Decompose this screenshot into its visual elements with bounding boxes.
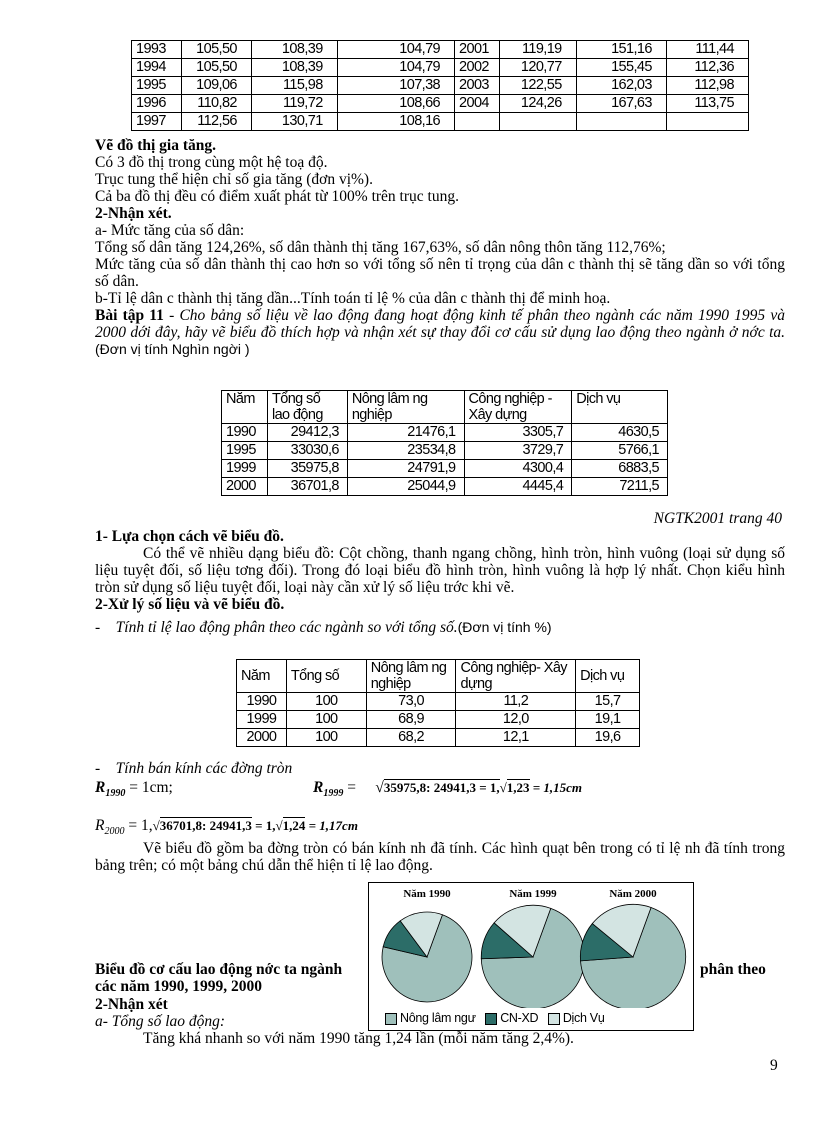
paragraph: Vẽ biểu đồ gồm ba đờng tròn có bán kính nh đã tính. Các hình quạt bên trong có tỉ lệ nh đã tính trong bảng trên; có một bảng chú dẫn thể hiện tỉ lệ lao động.	[95, 840, 785, 875]
r1990-value: = 1cm;	[125, 779, 173, 796]
table-header-row	[222, 391, 668, 424]
table-cell: 25044,9	[347, 478, 464, 496]
table-cell: 2002	[455, 59, 500, 77]
header-cell: Tổng số lao động	[267, 391, 347, 424]
table-cell: 107,38	[337, 77, 454, 95]
bullet: -	[95, 760, 101, 777]
table-row	[237, 693, 640, 711]
section-heading: 1- Lựa chọn cách vẽ biểu đồ.	[95, 528, 284, 545]
table-cell: 119,72	[251, 95, 337, 113]
table-cell: 119,19	[499, 41, 576, 59]
table-cell: 3305,7	[464, 424, 572, 442]
table-cell: 151,16	[576, 41, 666, 59]
table-cell: 15,7	[576, 693, 640, 711]
table-cell: 1994	[132, 59, 182, 77]
header-cell: Công nghiệp - Xây dựng	[464, 391, 572, 424]
table-row	[132, 95, 749, 113]
r1990: $R_{1990}$	[95, 779, 126, 800]
table-row	[132, 41, 749, 59]
paragraph: Có thể vẽ nhiều dạng biểu đồ: Cột chồng, thanh ngang chồng, hình tròn, hình vuông (loại sử dụng số liệu tuyệt đối, số liệu tơng đối). Trong đó loại biểu đồ hình tròn, hình vuông là hợp lý nhất. Chọn kiểu hình tròn sử dụng số liệu tuyệt đối, loại này cần xử lý số liệu trớc khi vẽ.	[95, 545, 785, 596]
table-cell: 24791,9	[347, 460, 464, 478]
r2000-expr: 36701,8: 24941,3	[159, 818, 252, 833]
paragraph: Tăng khá nhanh so với năm 1990 tăng 1,24 lần (mỗi năm tăng 2,4%).	[143, 1030, 574, 1047]
table-cell: 122,55	[499, 77, 576, 95]
text-line: a- Mức tăng của số dân:	[95, 222, 245, 239]
table-cell	[666, 113, 748, 131]
table-cell: 104,79	[337, 59, 454, 77]
table-cell: 112,56	[181, 113, 251, 131]
r1999-result: = 1,15cm	[529, 780, 583, 795]
table-row	[237, 729, 640, 747]
paragraph: Mức tăng của số dân thành thị cao hơn so với tổng số nên tỉ trọng của dân c thành thị sẽ tăng dần so với tổng số dân.	[95, 256, 785, 290]
table-cell: 12,1	[456, 729, 576, 747]
table-cell: 3729,7	[464, 442, 572, 460]
table-cell: 115,98	[251, 77, 337, 95]
exercise-label: Bài tập 11	[95, 307, 164, 324]
pie-title: Năm 1990	[403, 888, 451, 900]
table-cell: 4630,5	[572, 424, 668, 442]
table-cell: 105,50	[181, 41, 251, 59]
legend-item-agri: Nông lâm ngư	[385, 1011, 476, 1025]
step1-section	[95, 528, 785, 636]
table-cell: 109,06	[181, 77, 251, 95]
table-cell: 2001	[455, 41, 500, 59]
r1999-sqrt: 1,23	[506, 780, 530, 795]
section-heading: 2-Xử lý số liệu và vẽ biểu đồ.	[95, 596, 285, 613]
table-cell: 124,26	[499, 95, 576, 113]
table-cell: 108,39	[251, 41, 337, 59]
table-cell: 2004	[455, 95, 500, 113]
legend-item-service: Dịch Vụ	[548, 1011, 605, 1025]
table-row	[237, 711, 640, 729]
text-line: Cả ba đồ thị đều có điểm xuất phát từ 100% trên trục tung.	[95, 188, 459, 205]
table-cell: 4445,4	[464, 478, 572, 496]
table-cell: 68,2	[366, 729, 456, 747]
table-cell: 19,6	[576, 729, 640, 747]
table-cell: 1999	[222, 460, 268, 478]
caption: Tính bán kính các đờng tròn	[115, 760, 293, 777]
table-cell: 21476,1	[347, 424, 464, 442]
r2000-sqrt: 1,24	[282, 818, 306, 833]
table-cell: 108,39	[251, 59, 337, 77]
table-cell: 100	[286, 711, 366, 729]
table-cell: 162,03	[576, 77, 666, 95]
table-header-row	[237, 660, 640, 693]
pie-title: Năm 2000	[609, 888, 657, 900]
pie-title: Năm 1999	[509, 888, 557, 900]
table-cell: 155,45	[576, 59, 666, 77]
exercise-unit: (Đơn vị tính Nghìn ngời )	[95, 341, 250, 357]
table-cell: 1995	[222, 442, 268, 460]
table-cell: 33030,6	[267, 442, 347, 460]
table-cell: 29412,3	[267, 424, 347, 442]
table-cell: 73,0	[366, 693, 456, 711]
header-cell: Công nghiệp- Xây dựng	[456, 660, 576, 693]
table-cell: 110,82	[181, 95, 251, 113]
table-row	[222, 460, 668, 478]
text-line: Trục tung thể hiện chỉ số gia tăng (đơn vị%).	[95, 171, 373, 188]
table-cell: 100	[286, 729, 366, 747]
pie-charts-svg	[369, 883, 693, 1008]
section-heading: Vẽ đồ thị gia tăng.	[95, 137, 216, 154]
header-cell: Nông lâm ng nghiệp	[366, 660, 456, 693]
r2000-eq: = 1,	[124, 817, 153, 834]
table-cell: 1990	[237, 693, 287, 711]
table-cell: 2000	[222, 478, 268, 496]
table-cell: 1990	[222, 424, 268, 442]
header-cell: Dịch vụ	[572, 391, 668, 424]
table-cell: 36701,8	[267, 478, 347, 496]
r1999: $R_{1999}$	[313, 779, 344, 800]
table-row	[132, 77, 749, 95]
r2000: $R_{2000}$	[95, 817, 125, 838]
table-cell: 113,75	[666, 95, 748, 113]
bullet: -	[95, 619, 101, 636]
paragraph: b-Tỉ lệ dân c thành thị tăng dần...Tính toán tỉ lệ % của dân c thành thị để minh hoạ.	[95, 290, 611, 307]
table-cell: 105,50	[181, 59, 251, 77]
caption: Tính tỉ lệ lao động phân theo các ngành so với tổng số.	[115, 619, 458, 636]
exercise-dash: -	[163, 307, 180, 324]
table-row	[132, 113, 749, 131]
table-row	[222, 424, 668, 442]
table-cell: 111,44	[666, 41, 748, 59]
r2000-mid: = 1,	[251, 818, 276, 833]
table-cell: 2000	[237, 729, 287, 747]
table-cell: 167,63	[576, 95, 666, 113]
table-cell: 1993	[132, 41, 182, 59]
table-cell: 35975,8	[267, 460, 347, 478]
header-cell: Năm	[222, 391, 268, 424]
table-cell: 1996	[132, 95, 182, 113]
table-cell: 6883,5	[572, 460, 668, 478]
header-cell: Tổng số	[286, 660, 366, 693]
table-cell: 19,1	[576, 711, 640, 729]
labor-percent-table	[236, 659, 640, 747]
header-cell: Nông lâm ng nghiệp	[347, 391, 464, 424]
labor-absolute-table	[221, 390, 668, 496]
unit: (Đơn vị tính %)	[457, 619, 552, 635]
table-cell: 100	[286, 693, 366, 711]
table-cell: 130,71	[251, 113, 337, 131]
table-row	[222, 478, 668, 496]
table-cell: 1999	[237, 711, 287, 729]
table-cell: 7211,5	[572, 478, 668, 496]
paragraph: Tổng số dân tăng 124,26%, số dân thành thị tăng 167,63%, số dân nông thôn tăng 112,76%;	[95, 239, 666, 256]
table-cell	[576, 113, 666, 131]
table-cell: 108,16	[337, 113, 454, 131]
exercise-text: Cho bảng số liệu về lao động đang hoạt động kinh tế phân theo ngành các năm 1990 1995 và 2000 dới đây, hãy vẽ biểu đồ thích hợp và nhận xét sự thay đổi cơ cấu sử dụng lao động theo ngành ở nớc ta.	[95, 307, 785, 341]
source-note: NGTK2001 trang 40	[653, 510, 782, 527]
table-cell: 68,9	[366, 711, 456, 729]
text-line: Có 3 đồ thị trong cùng một hệ toạ độ.	[95, 154, 328, 171]
text-line: a- Tổng số lao động:	[95, 1013, 226, 1030]
table-row	[222, 442, 668, 460]
table-cell: 5766,1	[572, 442, 668, 460]
legend-item-industry: CN-XD	[485, 1011, 538, 1025]
radius-section: - Tính bán kính các đờng tròn $R_{1990} = 1cm$; $R_{1999}$ = √35975,8: 24941,3 = 1,√1,23 = 1,15cm $R_{2000} = 1,√36701,8$: 24941,3 = 1,√1,24 = 1,17cm Vẽ biểu đồ gồm ba đờng tròn có bán kính nh đã tính. Các hình quạt bên trong có tỉ lệ nh đã tính trong bảng trên; có một bảng chú dẫn thể hiện tỉ lệ lao động.	[95, 760, 785, 875]
table-cell: 120,77	[499, 59, 576, 77]
growth-index-table	[131, 40, 749, 131]
table-cell	[499, 113, 576, 131]
table-cell: 112,36	[666, 59, 748, 77]
table-cell: 12,0	[456, 711, 576, 729]
section-heading: 2-Nhận xét.	[95, 205, 172, 222]
table-cell: 1997	[132, 113, 182, 131]
table-cell: 11,2	[456, 693, 576, 711]
r2000-result: = 1,17cm	[305, 818, 358, 833]
table-cell: 1995	[132, 77, 182, 95]
r1999-eq: =	[343, 779, 356, 796]
table-cell	[455, 113, 500, 131]
table-cell: 2003	[455, 77, 500, 95]
table-cell: 112,98	[666, 77, 748, 95]
section-heading: 2-Nhận xét	[95, 996, 168, 1013]
table-cell: 108,66	[337, 95, 454, 113]
table-cell: 4300,4	[464, 460, 572, 478]
table-cell: 104,79	[337, 41, 454, 59]
figure-caption: Biểu đồ cơ cấu lao động nớc ta ngành các năm 1990, 1999, 2000	[95, 961, 343, 995]
header-cell: Dịch vụ	[576, 660, 640, 693]
table-cell: 23534,8	[347, 442, 464, 460]
header-cell: Năm	[237, 660, 287, 693]
remark2-section	[95, 996, 785, 1047]
table-row	[132, 59, 749, 77]
figure-caption-right: phân theo	[700, 961, 766, 978]
page-number: 9	[770, 1057, 778, 1074]
r1999-expr: 35975,8: 24941,3 = 1,	[383, 780, 500, 795]
growth-chart-section	[95, 137, 785, 358]
